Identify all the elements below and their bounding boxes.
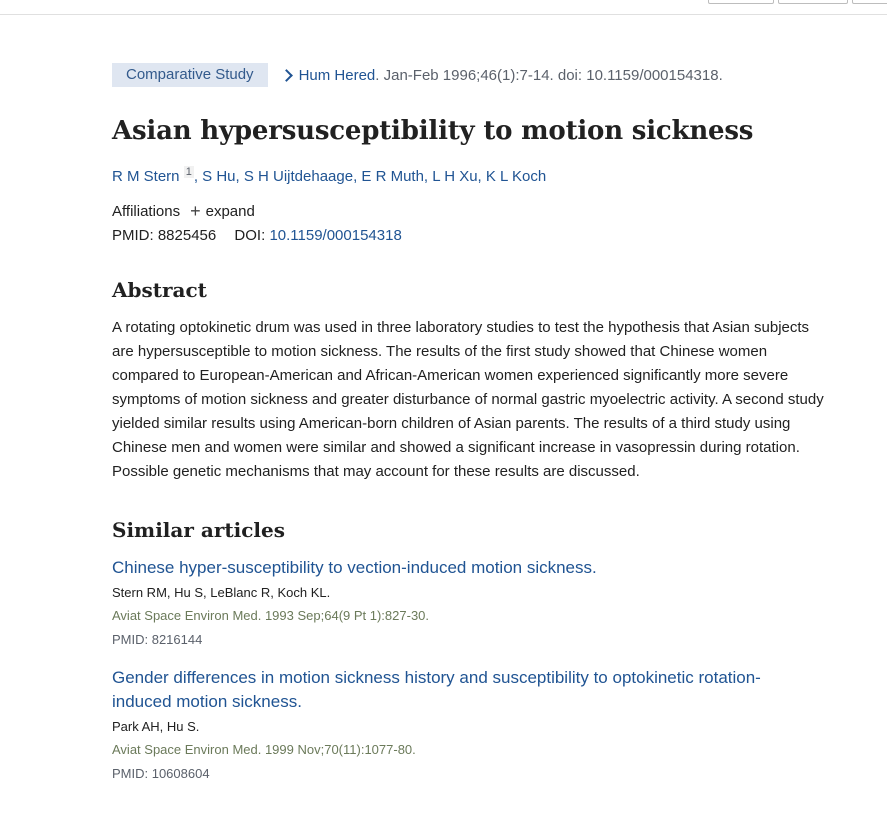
expand-affiliations-button[interactable]: expand — [205, 203, 255, 220]
affiliations-label: Affiliations — [112, 203, 181, 220]
page-title: Asian hypersusceptibility to motion sickness — [112, 116, 754, 146]
toolbar-button-1[interactable] — [708, 0, 774, 4]
top-toolbar — [0, 0, 887, 15]
identifiers-row — [112, 227, 832, 244]
pmid-value: 8825456 — [157, 227, 217, 244]
affiliation-number[interactable]: 1 — [185, 166, 192, 178]
similar-article-title[interactable]: Chinese hyper-susceptibility to vection-induced motion sickness. — [112, 558, 597, 577]
similar-article-authors: Stern RM, Hu S, LeBlanc R, Koch KL. — [112, 585, 331, 600]
publication-type-badge[interactable]: Comparative Study — [112, 63, 268, 87]
chevron-right-icon[interactable] — [280, 69, 293, 82]
doi-link[interactable]: 10.1159/000154318 — [269, 227, 402, 244]
similar-article-1 — [112, 556, 832, 652]
article-meta — [112, 62, 832, 88]
author-links-rest[interactable]: , S Hu, S H Uijtdehaage, E R Muth, L H Xu, K L Koch — [193, 168, 547, 185]
author-list — [112, 166, 832, 185]
pmid-label: PMID: — [112, 227, 154, 244]
abstract-heading: Abstract — [112, 278, 207, 302]
similar-article-title[interactable]: Gender differences in motion sickness history and susceptibility to optokinetic rotation-induced motion sickness. — [112, 668, 761, 711]
toolbar-button-2[interactable] — [778, 0, 848, 4]
abstract-text: A rotating optokinetic drum was used in three laboratory studies to test the hypothesis that Asian subjects are hypersusceptible to motion sickness. The results of the first study showed that Chinese women compared to European-American and African-American women experienced significantly more severe symptoms of motion sickness and greater disturbance of normal gastric myoelectric activity. A second study yielded similar results using American-born children of Asian parents. The results of a third study using Chinese men and women were similar and showed a significant increase in vasopressin during rotation. Possible genetic mechanisms that may account for these results are discussed. — [112, 319, 824, 480]
doi-label: DOI: — [234, 227, 266, 244]
similar-articles-heading: Similar articles — [112, 518, 285, 542]
similar-article-pmid: PMID: 10608604 — [112, 766, 210, 781]
similar-article-citation: Aviat Space Environ Med. 1999 Nov;70(11):1077-80. — [112, 742, 416, 757]
affiliations-row — [112, 203, 832, 220]
citation-text: . Jan-Feb 1996;46(1):7-14. doi: 10.1159/000154318. — [375, 66, 723, 84]
similar-article-authors: Park AH, Hu S. — [112, 719, 200, 734]
similar-article-2 — [112, 666, 832, 786]
similar-article-citation: Aviat Space Environ Med. 1993 Sep;64(9 Pt 1):827-30. — [112, 608, 430, 623]
similar-article-pmid: PMID: 8216144 — [112, 632, 203, 647]
journal-link[interactable]: Hum Hered — [298, 66, 376, 84]
article-content — [112, 62, 832, 786]
toolbar-button-3[interactable] — [852, 0, 887, 4]
plus-icon[interactable]: + — [190, 201, 201, 221]
author-link-first[interactable]: R M Stern — [112, 168, 180, 185]
